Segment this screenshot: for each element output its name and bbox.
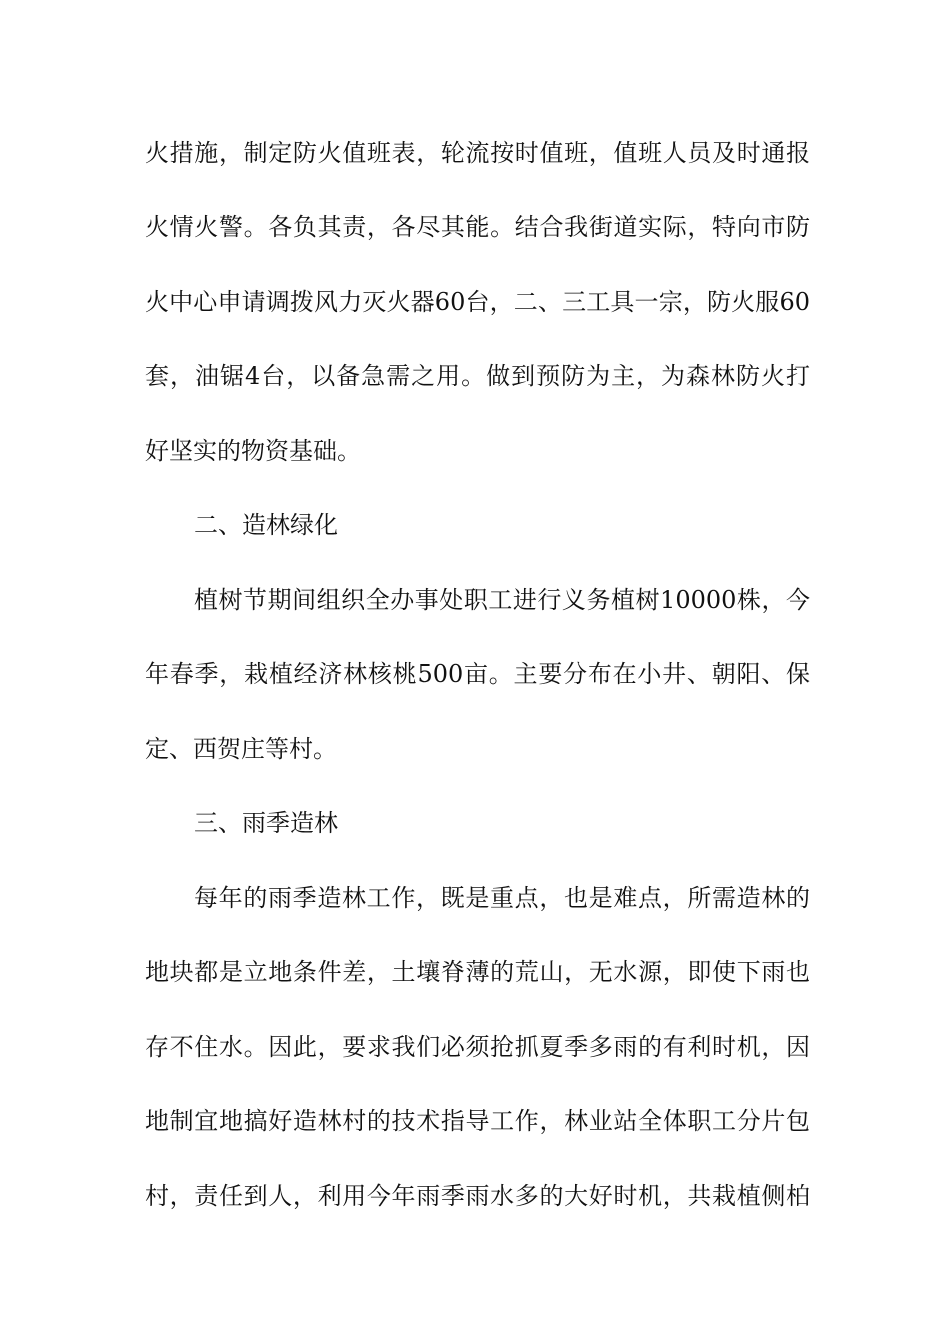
paragraph-line: 定、西贺庄等村。 <box>145 735 337 763</box>
paragraph-line: 地制宜地搞好造林村的技术指导工作，林业站全体职工分片包 <box>145 1107 810 1135</box>
paragraph-line: 套，油锯4台，以备急需之用。做到预防为主，为森林防火打 <box>145 362 810 390</box>
paragraph-line: 地块都是立地条件差，土壤脊薄的荒山，无水源，即使下雨也 <box>145 958 810 986</box>
paragraph-line: 植树节期间组织全办事处职工进行义务植树10000株，今 <box>194 586 810 614</box>
paragraph-line: 存不住水。因此，要求我们必须抢抓夏季多雨的有利时机，因 <box>145 1033 810 1061</box>
paragraph-line: 年春季，栽植经济林核桃500亩。主要分布在小井、朝阳、保 <box>145 660 810 688</box>
section-heading-afforestation: 二、造林绿化 <box>194 511 338 539</box>
paragraph-line: 每年的雨季造林工作，既是重点，也是难点，所需造林的 <box>194 884 810 912</box>
paragraph-line: 火措施，制定防火值班表，轮流按时值班，值班人员及时通报 <box>145 139 810 167</box>
paragraph-line: 火中心申请调拨风力灭火器60台，二、三工具一宗，防火服60 <box>145 288 810 316</box>
section-heading-rainy-season: 三、雨季造林 <box>194 809 338 837</box>
paragraph-line: 好坚实的物资基础。 <box>145 437 361 465</box>
paragraph-line: 火情火警。各负其责，各尽其能。结合我街道实际，特向市防 <box>145 213 810 241</box>
paragraph-line: 村，责任到人，利用今年雨季雨水多的大好时机，共栽植侧柏 <box>145 1182 810 1210</box>
